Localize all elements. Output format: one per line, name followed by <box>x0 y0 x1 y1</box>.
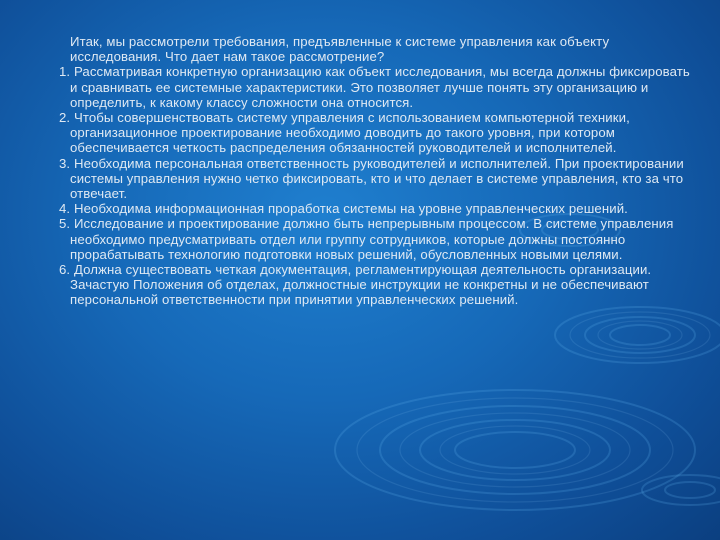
point-5-paragraph: 5. Исследование и проектирование должно быть непрерывным процессом. В системе управления необходимо предусматривать отдел или группу сотрудников, которые должны постоянно прорабатывать технологию подготовки новых решений, обусловленных новыми целями. <box>59 216 674 262</box>
point-2-paragraph: 2. Чтобы совершенствовать систему управления с использованием компьютерной техники, организационное проектирование необходимо доводить до такого уровня, при котором обеспечивается четкость распределения обязанностей руководителей и исполнителей. <box>59 110 630 156</box>
intro-paragraph: Итак, мы рассмотрели требования, предъявленные к системе управления как объекту исследования. Что дает нам такое рассмотрение? <box>70 34 610 65</box>
point-4-paragraph: 4. Необходима информационная проработка системы на уровне управленческих решений. <box>59 201 628 217</box>
slide-text-body <box>50 34 690 308</box>
point-6-paragraph: 6. Должна существовать четкая документация, регламентирующая деятельность организации. Зачастую Положения об отделах, должностные инструкции не конкретны и не обеспечивают персональной ответственности при принятии управленческих решений. <box>59 262 652 308</box>
point-1-paragraph: 1. Рассматривая конкретную организацию как объект исследования, мы всегда должны фиксировать и сравнивать ее системные характеристики. Это позволяет лучше понять эту организацию и определить, к какому классу сложности она относится. <box>59 64 690 110</box>
point-3-paragraph: 3. Необходима персональная ответственность руководителей и исполнителей. При проектировании системы управления нужно четко фиксировать, кто и что делает в системе управления, кто за что отвечает. <box>59 155 684 202</box>
